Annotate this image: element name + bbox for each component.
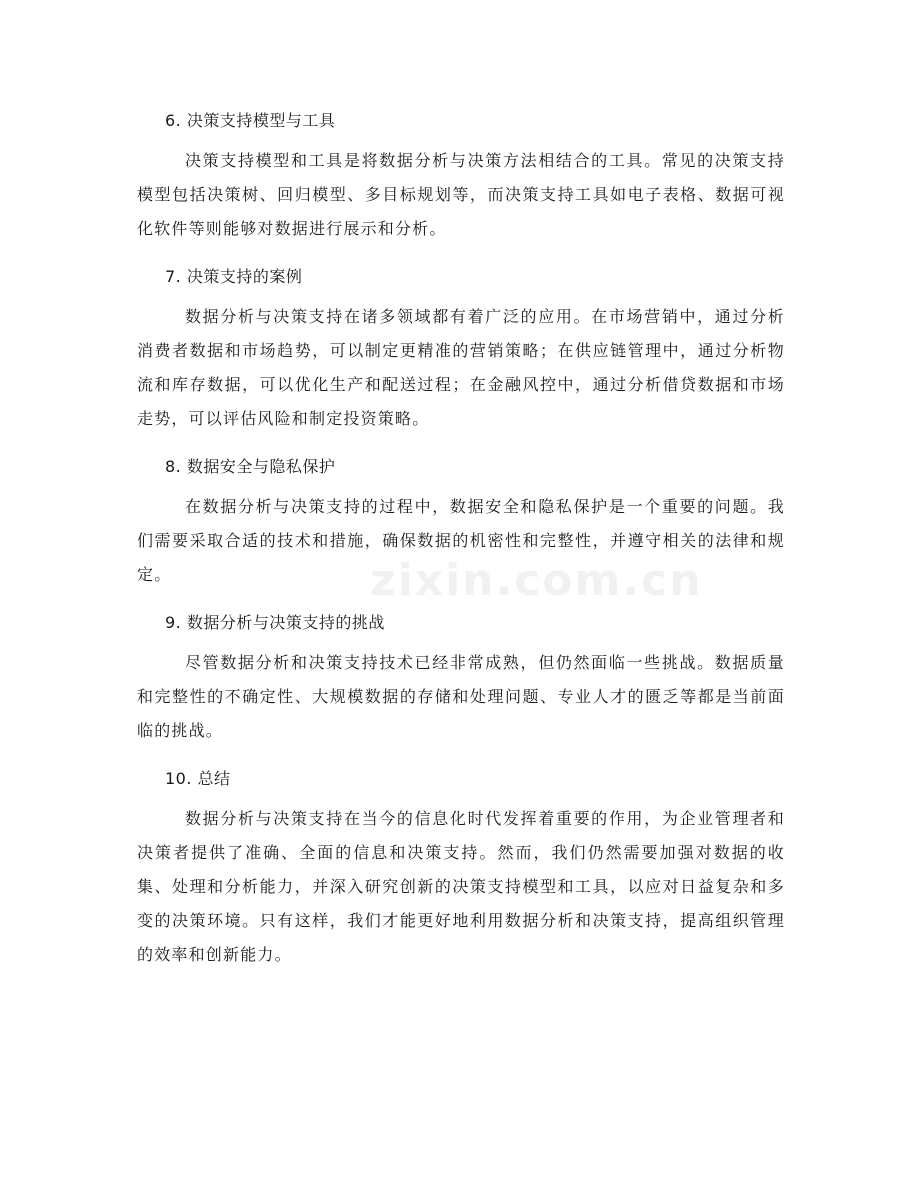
section-heading: 8. 数据安全与隐私保护 (165, 457, 336, 476)
section-paragraph: 在数据分析与决策支持的过程中，数据安全和隐私保护是一个重要的问题。我们需要采取合适的技术和措施，确保数据的机密性和完整性，并遵守相关的法律和规定。 (137, 497, 785, 584)
section-summary (137, 762, 785, 972)
section-heading: 6. 决策支持模型与工具 (165, 111, 336, 130)
section-heading: 7. 决策支持的案例 (165, 267, 303, 286)
section-paragraph: 数据分析与决策支持在诸多领域都有着广泛的应用。在市场营销中，通过分析消费者数据和市场趋势，可以制定更精准的营销策略；在供应链管理中，通过分析物流和库存数据，可以优化生产和配送过程；在金融风控中，通过分析借贷数据和市场走势，可以评估风险和制定投资策略。 (137, 307, 785, 428)
section-challenges (137, 606, 785, 748)
watermark: zixin.com.cn (370, 555, 703, 606)
section-heading: 9. 数据分析与决策支持的挑战 (165, 613, 385, 632)
section-paragraph: 数据分析与决策支持在当今的信息化时代发挥着重要的作用，为企业管理者和决策者提供了准确、全面的信息和决策支持。然而，我们仍然需要加强对数据的收集、处理和分析能力，并深入研究创新的决策支持模型和工具，以应对日益复杂和多变的决策环境。只有这样，我们才能更好地利用数据分析和决策支持，提高组织管理的效率和创新能力。 (137, 809, 785, 964)
section-paragraph: 决策支持模型和工具是将数据分析与决策方法相结合的工具。常见的决策支持模型包括决策树、回归模型、多目标规划等，而决策支持工具如电子表格、数据可视化软件等则能够对数据进行展示和分析。 (137, 151, 785, 238)
section-security-privacy (137, 450, 785, 592)
section-paragraph: 尽管数据分析和决策支持技术已经非常成熟，但仍然面临一些挑战。数据质量和完整性的不确定性、大规模数据的存储和处理问题、专业人才的匮乏等都是当前面临的挑战。 (137, 653, 785, 740)
section-heading: 10. 总结 (165, 769, 231, 788)
document-content (137, 104, 785, 986)
section-decision-models (137, 104, 785, 246)
section-cases (137, 260, 785, 436)
